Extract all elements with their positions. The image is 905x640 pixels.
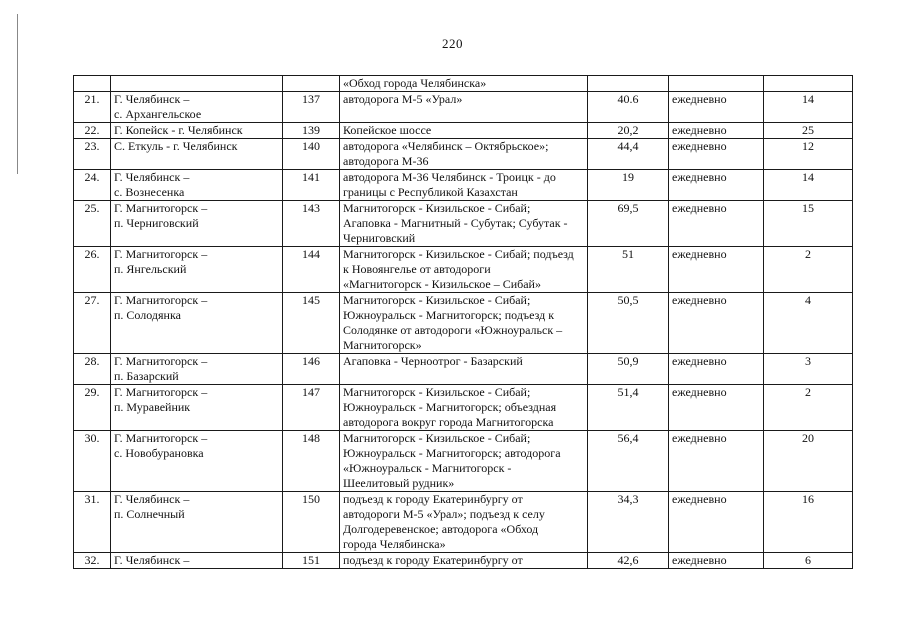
row-number-cell: 24. xyxy=(74,170,111,201)
trips-count-cell: 12 xyxy=(764,139,853,170)
routes-table xyxy=(73,75,853,569)
trips-count-cell xyxy=(764,76,853,92)
row-number-cell: 23. xyxy=(74,139,111,170)
route-code-cell: 139 xyxy=(283,123,340,139)
table-row xyxy=(74,92,853,123)
route-path-cell: подъезд к городу Екатеринбургу от xyxy=(340,553,588,569)
frequency-cell: ежедневно xyxy=(669,431,764,492)
table-row xyxy=(74,354,853,385)
route-endpoints-cell: Г. Магнитогорск – п. Черниговский xyxy=(111,201,283,247)
frequency-cell: ежедневно xyxy=(669,92,764,123)
frequency-cell: ежедневно xyxy=(669,385,764,431)
route-endpoints-cell: Г. Челябинск – п. Солнечный xyxy=(111,492,283,553)
row-number-cell xyxy=(74,76,111,92)
frequency-cell: ежедневно xyxy=(669,139,764,170)
trips-count-cell: 25 xyxy=(764,123,853,139)
table-row xyxy=(74,170,853,201)
route-length-cell: 44,4 xyxy=(588,139,669,170)
route-length-cell: 20,2 xyxy=(588,123,669,139)
route-path-cell: «Обход города Челябинска» xyxy=(340,76,588,92)
route-code-cell: 147 xyxy=(283,385,340,431)
frequency-cell: ежедневно xyxy=(669,553,764,569)
route-endpoints-cell: Г. Магнитогорск – п. Солодянка xyxy=(111,293,283,354)
routes-table-body xyxy=(74,76,853,569)
row-number-cell: 26. xyxy=(74,247,111,293)
route-path-cell: подъезд к городу Екатеринбургу от автодороги М-5 «Урал»; подъезд к селу Долгодеревенское; автодорога «Обход города Челябинска» xyxy=(340,492,588,553)
route-code-cell: 148 xyxy=(283,431,340,492)
frequency-cell: ежедневно xyxy=(669,201,764,247)
route-length-cell: 51,4 xyxy=(588,385,669,431)
route-path-cell: автодорога М-5 «Урал» xyxy=(340,92,588,123)
route-path-cell: Магнитогорск - Кизильское - Сибай; Южноуральск - Магнитогорск; автодорога «Южноуральск - Магнитогорск - Шеелитовый рудник» xyxy=(340,431,588,492)
table-row xyxy=(74,76,853,92)
route-code-cell: 137 xyxy=(283,92,340,123)
route-endpoints-cell: Г. Копейск - г. Челябинск xyxy=(111,123,283,139)
route-length-cell: 50,5 xyxy=(588,293,669,354)
route-endpoints-cell xyxy=(111,76,283,92)
route-path-cell: Магнитогорск - Кизильское - Сибай; подъезд к Новоянгелье от автодороги «Магнитогорск - Кизильское – Сибай» xyxy=(340,247,588,293)
route-length-cell: 69,5 xyxy=(588,201,669,247)
route-path-cell: автодорога «Челябинск – Октябрьское»; автодорога М-36 xyxy=(340,139,588,170)
frequency-cell xyxy=(669,76,764,92)
table-row xyxy=(74,139,853,170)
route-code-cell: 151 xyxy=(283,553,340,569)
trips-count-cell: 14 xyxy=(764,170,853,201)
route-length-cell: 50,9 xyxy=(588,354,669,385)
route-code-cell: 150 xyxy=(283,492,340,553)
frequency-cell: ежедневно xyxy=(669,354,764,385)
route-endpoints-cell: Г. Магнитогорск – п. Муравейник xyxy=(111,385,283,431)
route-length-cell: 19 xyxy=(588,170,669,201)
trips-count-cell: 2 xyxy=(764,385,853,431)
route-code-cell: 140 xyxy=(283,139,340,170)
route-path-cell: Магнитогорск - Кизильское - Сибай; Южноуральск - Магнитогорск; объездная автодорога вокруг города Магнитогорска xyxy=(340,385,588,431)
route-endpoints-cell: С. Еткуль - г. Челябинск xyxy=(111,139,283,170)
trips-count-cell: 15 xyxy=(764,201,853,247)
frequency-cell: ежедневно xyxy=(669,123,764,139)
table-row xyxy=(74,492,853,553)
frequency-cell: ежедневно xyxy=(669,247,764,293)
route-code-cell: 144 xyxy=(283,247,340,293)
trips-count-cell: 3 xyxy=(764,354,853,385)
page-number: 220 xyxy=(442,36,463,51)
route-length-cell: 34,3 xyxy=(588,492,669,553)
trips-count-cell: 4 xyxy=(764,293,853,354)
route-code-cell: 145 xyxy=(283,293,340,354)
route-path-cell: Магнитогорск - Кизильское - Сибай; Южноуральск - Магнитогорск; подъезд к Солодянке от автодороги «Южноуральск – Магнитогорск» xyxy=(340,293,588,354)
table-row xyxy=(74,247,853,293)
row-number-cell: 29. xyxy=(74,385,111,431)
table-row xyxy=(74,201,853,247)
trips-count-cell: 20 xyxy=(764,431,853,492)
table-row xyxy=(74,123,853,139)
trips-count-cell: 14 xyxy=(764,92,853,123)
row-number-cell: 27. xyxy=(74,293,111,354)
row-number-cell: 32. xyxy=(74,553,111,569)
route-length-cell xyxy=(588,76,669,92)
route-length-cell: 40.6 xyxy=(588,92,669,123)
route-code-cell xyxy=(283,76,340,92)
table-row xyxy=(74,293,853,354)
trips-count-cell: 2 xyxy=(764,247,853,293)
row-number-cell: 21. xyxy=(74,92,111,123)
route-length-cell: 42,6 xyxy=(588,553,669,569)
route-endpoints-cell: Г. Челябинск – с. Архангельское xyxy=(111,92,283,123)
route-path-cell: автодорога М-36 Челябинск - Троицк - до границы с Республикой Казахстан xyxy=(340,170,588,201)
route-path-cell: Копейское шоссе xyxy=(340,123,588,139)
row-number-cell: 31. xyxy=(74,492,111,553)
frequency-cell: ежедневно xyxy=(669,170,764,201)
row-number-cell: 30. xyxy=(74,431,111,492)
table-row xyxy=(74,553,853,569)
route-length-cell: 51 xyxy=(588,247,669,293)
route-path-cell: Магнитогорск - Кизильское - Сибай; Агаповка - Магнитный - Субутак; Субутак - Черниговский xyxy=(340,201,588,247)
trips-count-cell: 6 xyxy=(764,553,853,569)
route-endpoints-cell: Г. Магнитогорск – с. Новобурановка xyxy=(111,431,283,492)
route-path-cell: Агаповка - Черноотрог - Базарский xyxy=(340,354,588,385)
row-number-cell: 25. xyxy=(74,201,111,247)
frequency-cell: ежедневно xyxy=(669,293,764,354)
table-row xyxy=(74,431,853,492)
route-endpoints-cell: Г. Челябинск – xyxy=(111,553,283,569)
route-endpoints-cell: Г. Магнитогорск – п. Базарский xyxy=(111,354,283,385)
trips-count-cell: 16 xyxy=(764,492,853,553)
route-endpoints-cell: Г. Челябинск – с. Вознесенка xyxy=(111,170,283,201)
route-endpoints-cell: Г. Магнитогорск – п. Янгельский xyxy=(111,247,283,293)
frequency-cell: ежедневно xyxy=(669,492,764,553)
table-row xyxy=(74,385,853,431)
route-code-cell: 146 xyxy=(283,354,340,385)
route-code-cell: 143 xyxy=(283,201,340,247)
route-code-cell: 141 xyxy=(283,170,340,201)
route-length-cell: 56,4 xyxy=(588,431,669,492)
row-number-cell: 28. xyxy=(74,354,111,385)
row-number-cell: 22. xyxy=(74,123,111,139)
